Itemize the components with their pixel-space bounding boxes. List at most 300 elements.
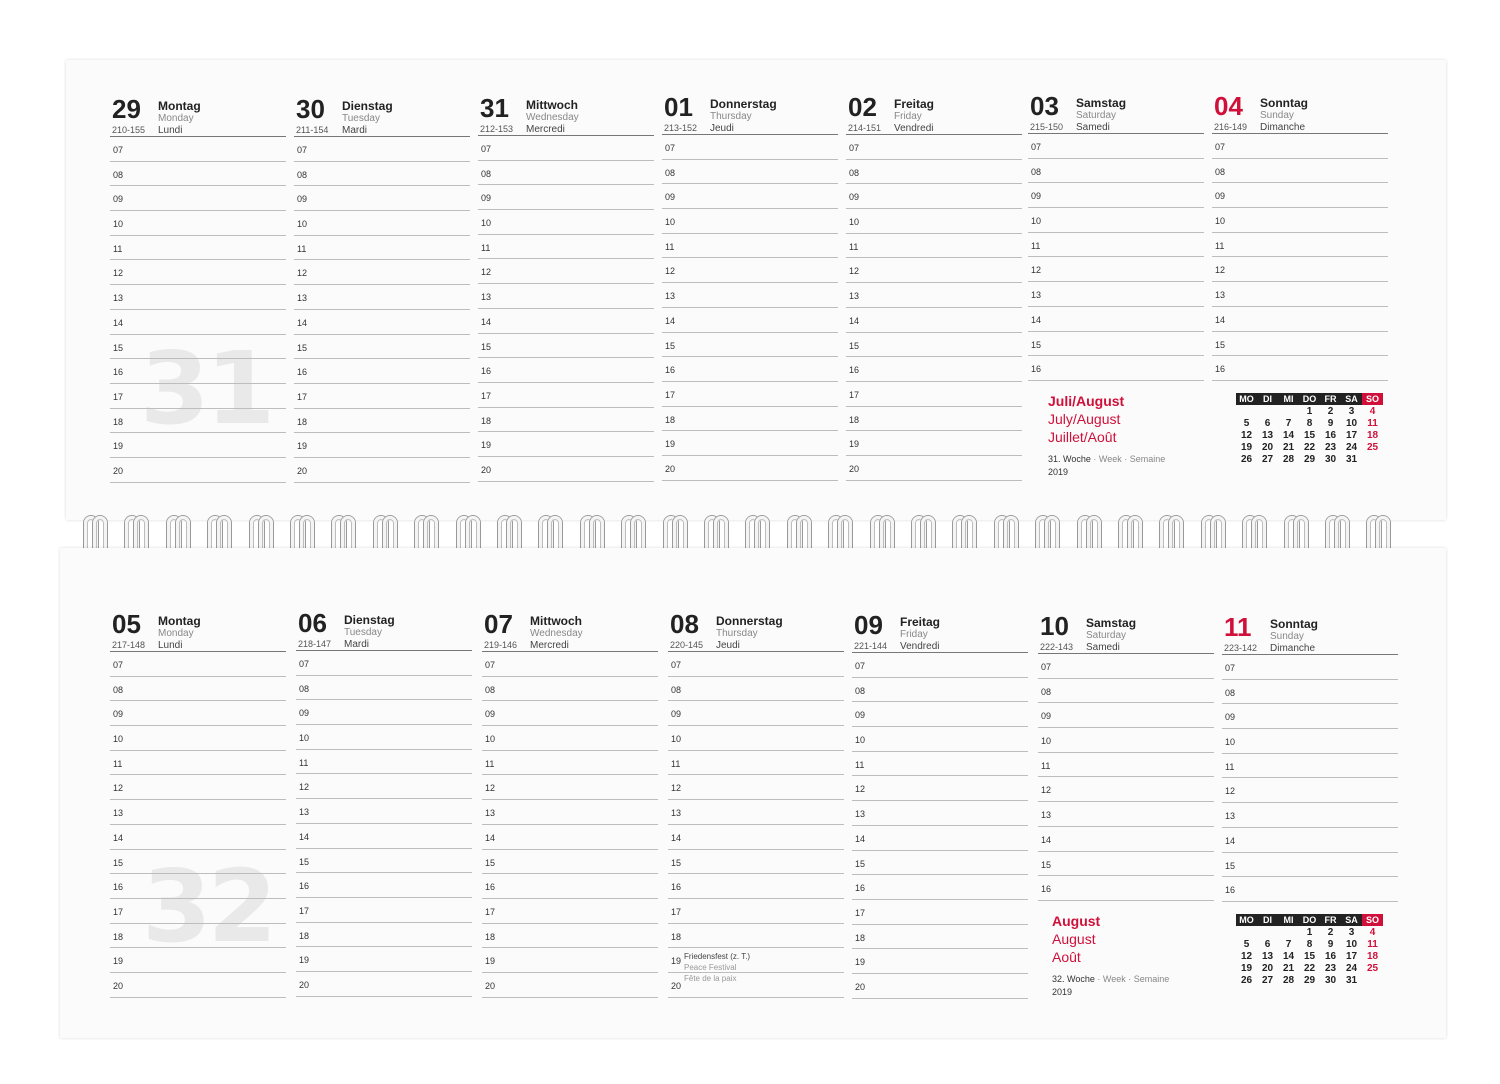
hour-row[interactable] <box>296 725 472 750</box>
hour-row[interactable] <box>846 283 1022 308</box>
hour-row[interactable] <box>1212 307 1388 332</box>
hour-label: 16 <box>855 883 866 894</box>
hour-label: 15 <box>665 340 676 351</box>
day-number: 10 <box>1040 611 1069 641</box>
hour-label: 11 <box>849 241 859 252</box>
day-number: 02 <box>848 92 877 122</box>
hour-row[interactable] <box>1038 728 1214 753</box>
hour-row[interactable] <box>852 974 1028 999</box>
hour-row[interactable] <box>846 308 1022 333</box>
hour-label: 07 <box>1225 663 1236 673</box>
hour-row[interactable] <box>294 335 470 360</box>
hour-label: 15 <box>1225 860 1236 871</box>
month-info <box>1052 912 1169 997</box>
hour-row[interactable] <box>478 358 654 383</box>
hour-row[interactable] <box>1212 332 1388 357</box>
hour-row[interactable] <box>478 185 654 210</box>
day-header <box>1212 85 1388 134</box>
hour-row[interactable] <box>478 259 654 284</box>
hour-row[interactable] <box>478 235 654 260</box>
hour-row[interactable] <box>110 800 286 825</box>
hour-row[interactable] <box>1038 777 1214 802</box>
hour-row[interactable] <box>668 825 844 850</box>
hour-label: 16 <box>297 367 308 378</box>
hour-row[interactable] <box>110 236 286 261</box>
hour-row[interactable] <box>110 335 286 360</box>
weekday-header: FR <box>1320 914 1341 926</box>
day-header <box>478 87 654 136</box>
hour-row[interactable] <box>852 702 1028 727</box>
hour-row[interactable] <box>1028 134 1204 159</box>
hour-row[interactable] <box>294 384 470 409</box>
holiday-name-german: Friedensfest (z. T.) <box>684 952 751 962</box>
hour-row[interactable] <box>478 432 654 457</box>
hour-row[interactable] <box>846 184 1022 209</box>
day-header <box>1028 85 1204 134</box>
hour-label: 17 <box>665 389 676 400</box>
calendar-date: 27 <box>1261 453 1274 465</box>
hour-label: 20 <box>481 464 492 475</box>
hour-row[interactable] <box>482 701 658 726</box>
calendar-date: 14 <box>1282 950 1295 962</box>
day-header <box>852 604 1028 653</box>
hour-row[interactable] <box>668 677 844 702</box>
hour-row[interactable] <box>110 458 286 483</box>
hour-label: 16 <box>113 882 124 893</box>
hour-row[interactable] <box>478 334 654 359</box>
hour-label: 09 <box>665 192 676 203</box>
hour-row[interactable] <box>294 260 470 285</box>
hour-label: 14 <box>297 317 308 328</box>
week-label-english: Week <box>1102 974 1126 984</box>
hour-row[interactable] <box>1212 257 1388 282</box>
hour-row[interactable] <box>852 851 1028 876</box>
calendar-date: 12 <box>1240 950 1253 962</box>
hour-row[interactable] <box>662 135 838 160</box>
day-name-german: Freitag <box>894 97 935 111</box>
hour-row[interactable] <box>846 431 1022 456</box>
hour-row[interactable] <box>668 924 844 949</box>
hour-row[interactable] <box>852 727 1028 752</box>
hour-row[interactable] <box>294 137 470 162</box>
day-name-english: Saturday <box>1076 110 1117 121</box>
day-name-german: Montag <box>158 614 201 628</box>
hour-row[interactable] <box>110 874 286 899</box>
month-name-english: August <box>1052 931 1096 947</box>
hour-row[interactable] <box>1028 257 1204 282</box>
hour-row[interactable] <box>846 258 1022 283</box>
hour-row[interactable] <box>482 899 658 924</box>
week-label <box>1052 974 1169 984</box>
hour-label: 11 <box>299 757 309 768</box>
hour-label: 17 <box>671 906 682 917</box>
hour-label: 11 <box>671 758 681 769</box>
hour-row[interactable] <box>1212 356 1388 381</box>
hour-row[interactable] <box>296 700 472 725</box>
hour-row[interactable] <box>662 456 838 481</box>
hour-row[interactable] <box>1028 208 1204 233</box>
hour-row[interactable] <box>852 678 1028 703</box>
hour-row[interactable] <box>1038 703 1214 728</box>
hour-row[interactable] <box>668 775 844 800</box>
hour-row[interactable] <box>1028 233 1204 258</box>
hour-label: 13 <box>485 808 496 819</box>
hour-row[interactable] <box>668 874 844 899</box>
calendar-date: 28 <box>1282 453 1295 465</box>
hour-row[interactable] <box>852 900 1028 925</box>
hour-row[interactable] <box>1222 680 1398 705</box>
hour-row[interactable] <box>852 776 1028 801</box>
hour-row[interactable] <box>1038 654 1214 679</box>
hour-row[interactable] <box>1028 332 1204 357</box>
hour-row[interactable] <box>1038 753 1214 778</box>
calendar-date: 20 <box>1261 962 1274 974</box>
hour-label: 12 <box>113 783 124 794</box>
hour-label: 09 <box>299 708 310 719</box>
hour-row[interactable] <box>294 458 470 483</box>
hour-row[interactable] <box>668 850 844 875</box>
hour-row[interactable] <box>1222 729 1398 754</box>
day-name-german: Sonntag <box>1260 96 1308 110</box>
hour-row[interactable] <box>846 333 1022 358</box>
hour-label: 14 <box>1031 314 1042 325</box>
hour-row[interactable] <box>662 234 838 259</box>
hour-row[interactable] <box>1038 827 1214 852</box>
hour-row[interactable] <box>482 677 658 702</box>
day-column <box>296 602 472 997</box>
hour-label: 16 <box>485 882 496 893</box>
hour-row[interactable] <box>110 726 286 751</box>
hour-row[interactable] <box>1028 183 1204 208</box>
hour-label: 17 <box>849 389 860 400</box>
hour-row[interactable] <box>1038 852 1214 877</box>
hour-row[interactable] <box>110 751 286 776</box>
hour-row[interactable] <box>846 407 1022 432</box>
month-name-french: Juillet/Août <box>1048 429 1117 445</box>
hour-row[interactable] <box>110 948 286 973</box>
hour-row[interactable] <box>110 701 286 726</box>
hour-row[interactable] <box>482 948 658 973</box>
calendar-date: 4 <box>1369 926 1376 938</box>
day-column <box>294 88 470 483</box>
hour-label: 18 <box>297 416 308 427</box>
hour-row[interactable] <box>296 799 472 824</box>
hour-row[interactable] <box>110 825 286 850</box>
day-name-french: Lundi <box>158 125 183 136</box>
calendar-date: 23 <box>1324 441 1337 453</box>
day-of-year-code: 222-143 <box>1040 642 1074 652</box>
hour-row[interactable] <box>482 825 658 850</box>
hour-row[interactable] <box>482 850 658 875</box>
hour-label: 08 <box>481 168 492 179</box>
hour-row[interactable] <box>852 653 1028 678</box>
hour-row[interactable] <box>296 972 472 997</box>
hour-label: 12 <box>299 782 310 793</box>
hour-row[interactable] <box>110 924 286 949</box>
hour-row[interactable] <box>662 283 838 308</box>
hour-row[interactable] <box>1212 233 1388 258</box>
hour-row[interactable] <box>478 309 654 334</box>
day-name-english: Friday <box>894 111 922 122</box>
hour-row[interactable] <box>296 849 472 874</box>
hour-row[interactable] <box>478 383 654 408</box>
day-name-english: Sunday <box>1270 631 1304 642</box>
calendar-date <box>1257 405 1278 417</box>
hour-row[interactable] <box>294 409 470 434</box>
hour-row[interactable] <box>668 973 844 998</box>
hour-label: 08 <box>665 167 676 178</box>
day-header <box>662 86 838 135</box>
hour-row[interactable] <box>662 184 838 209</box>
hour-row[interactable] <box>668 701 844 726</box>
hour-row[interactable] <box>1212 134 1388 159</box>
hour-row[interactable] <box>482 973 658 998</box>
hour-row[interactable] <box>662 333 838 358</box>
hour-row[interactable] <box>110 384 286 409</box>
hour-row[interactable] <box>296 873 472 898</box>
hour-label: 13 <box>665 291 676 302</box>
hour-label: 19 <box>113 441 124 452</box>
calendar-date: 28 <box>1282 974 1295 986</box>
hour-label: 15 <box>299 856 310 867</box>
calendar-date: 16 <box>1324 429 1337 441</box>
hour-row[interactable] <box>1212 208 1388 233</box>
day-number: 07 <box>484 609 513 639</box>
day-name-french: Mercredi <box>530 640 569 651</box>
hour-row[interactable] <box>478 161 654 186</box>
calendar-date: 16 <box>1324 950 1337 962</box>
hour-label: 10 <box>299 733 310 744</box>
hour-row[interactable] <box>482 924 658 949</box>
day-name-german: Dienstag <box>344 613 395 627</box>
hour-row[interactable] <box>662 160 838 185</box>
hour-row[interactable] <box>110 211 286 236</box>
hour-row[interactable] <box>662 382 838 407</box>
hour-row[interactable] <box>668 726 844 751</box>
hour-label: 08 <box>297 169 308 180</box>
hour-row[interactable] <box>1222 877 1398 902</box>
day-name-german: Freitag <box>900 615 941 629</box>
hour-label: 07 <box>113 660 124 670</box>
hour-row[interactable] <box>296 947 472 972</box>
hour-row[interactable] <box>1028 159 1204 184</box>
hour-row[interactable] <box>110 285 286 310</box>
hour-row[interactable] <box>296 676 472 701</box>
hour-label: 13 <box>1215 290 1226 301</box>
hour-row[interactable] <box>296 824 472 849</box>
hour-label: 12 <box>665 266 676 277</box>
hour-row[interactable] <box>1038 876 1214 901</box>
hour-row[interactable] <box>294 162 470 187</box>
hour-row[interactable] <box>1028 356 1204 381</box>
hour-label: 10 <box>113 219 124 230</box>
hour-row[interactable] <box>1028 282 1204 307</box>
hour-row[interactable] <box>110 137 286 162</box>
hour-row[interactable] <box>482 751 658 776</box>
day-number: 05 <box>112 609 141 639</box>
hour-row[interactable] <box>478 210 654 235</box>
hour-label: 12 <box>113 268 124 279</box>
hour-row[interactable] <box>478 284 654 309</box>
hour-row[interactable] <box>846 357 1022 382</box>
hour-row[interactable] <box>294 433 470 458</box>
hour-row[interactable] <box>1038 802 1214 827</box>
hour-label: 16 <box>1225 885 1236 896</box>
day-of-year-code: 211-154 <box>296 125 329 135</box>
hour-row[interactable] <box>852 949 1028 974</box>
hour-row[interactable] <box>852 752 1028 777</box>
hour-label: 13 <box>113 808 124 819</box>
hour-row[interactable] <box>1222 778 1398 803</box>
hour-row[interactable] <box>478 408 654 433</box>
week-label-german: 32. Woche <box>1052 974 1095 984</box>
hour-row[interactable] <box>668 751 844 776</box>
hour-row[interactable] <box>1222 803 1398 828</box>
hour-label: 20 <box>299 979 310 990</box>
hour-row[interactable] <box>110 850 286 875</box>
hour-label: 13 <box>299 807 310 818</box>
hour-row[interactable] <box>482 874 658 899</box>
hour-row[interactable] <box>1028 307 1204 332</box>
hour-row[interactable] <box>846 209 1022 234</box>
hour-row[interactable] <box>662 258 838 283</box>
weekday-header: DI <box>1257 914 1278 926</box>
hour-label: 08 <box>299 683 310 694</box>
month-info <box>1048 392 1165 477</box>
hour-row[interactable] <box>110 433 286 458</box>
hour-row[interactable] <box>482 652 658 677</box>
hour-label: 15 <box>113 342 124 353</box>
hour-row[interactable] <box>662 209 838 234</box>
hour-row[interactable] <box>110 359 286 384</box>
hour-row[interactable] <box>852 875 1028 900</box>
hour-row[interactable] <box>668 899 844 924</box>
hour-row[interactable] <box>110 260 286 285</box>
hour-label: 13 <box>849 291 860 302</box>
hour-label: 15 <box>113 857 124 868</box>
hour-row[interactable] <box>1222 828 1398 853</box>
hour-row[interactable] <box>482 800 658 825</box>
hour-row[interactable] <box>1222 655 1398 680</box>
hour-row[interactable] <box>294 310 470 335</box>
hour-row[interactable] <box>294 236 470 261</box>
hour-row[interactable] <box>1038 679 1214 704</box>
day-name-french: Mardi <box>344 639 370 650</box>
day-number: 01 <box>664 92 693 122</box>
hour-row[interactable] <box>852 826 1028 851</box>
hour-label: 11 <box>1215 240 1225 251</box>
hour-row[interactable] <box>662 308 838 333</box>
hour-row[interactable] <box>296 898 472 923</box>
hour-row[interactable] <box>482 726 658 751</box>
hour-row[interactable] <box>478 136 654 161</box>
separator: · <box>1121 454 1130 464</box>
hour-row[interactable] <box>1212 183 1388 208</box>
hour-label: 13 <box>481 292 492 303</box>
hour-row[interactable] <box>1222 754 1398 779</box>
hour-label: 10 <box>485 734 496 745</box>
hour-label: 09 <box>1041 711 1052 722</box>
hour-row[interactable] <box>110 899 286 924</box>
calendar-date: 10 <box>1345 417 1358 429</box>
hour-label: 18 <box>665 414 676 425</box>
calendar-date: 18 <box>1366 429 1379 441</box>
hour-row[interactable] <box>1222 704 1398 729</box>
month-name-german: Juli/August <box>1048 393 1125 409</box>
hour-label: 12 <box>481 267 492 278</box>
day-header <box>1038 605 1214 654</box>
hour-row[interactable] <box>846 135 1022 160</box>
day-name-german: Montag <box>158 99 201 113</box>
day-of-year-code: 216-149 <box>1214 122 1248 132</box>
hour-row[interactable] <box>668 948 844 984</box>
hour-row[interactable] <box>478 457 654 482</box>
hour-row[interactable] <box>110 652 286 677</box>
hour-label: 19 <box>671 956 682 967</box>
hour-row[interactable] <box>296 750 472 775</box>
calendar-date: 3 <box>1348 926 1355 938</box>
hour-row[interactable] <box>110 186 286 211</box>
hour-row[interactable] <box>294 186 470 211</box>
hour-row[interactable] <box>110 973 286 998</box>
calendar-date: 1 <box>1306 405 1313 417</box>
hour-row[interactable] <box>846 456 1022 481</box>
hour-row[interactable] <box>294 211 470 236</box>
day-column <box>1038 605 1214 901</box>
hour-row[interactable] <box>846 234 1022 259</box>
hour-label: 09 <box>113 194 124 205</box>
hour-row[interactable] <box>482 775 658 800</box>
hour-row[interactable] <box>846 382 1022 407</box>
hour-row[interactable] <box>110 162 286 187</box>
hour-label: 20 <box>671 980 682 991</box>
hour-row[interactable] <box>110 775 286 800</box>
hour-row[interactable] <box>668 800 844 825</box>
hour-label: 10 <box>481 218 492 229</box>
hour-row[interactable] <box>1212 159 1388 184</box>
hour-label: 08 <box>1041 686 1052 697</box>
hour-row[interactable] <box>668 652 844 677</box>
hour-row[interactable] <box>852 801 1028 826</box>
hour-label: 18 <box>855 932 866 943</box>
hour-row[interactable] <box>1222 853 1398 878</box>
hour-row[interactable] <box>1212 282 1388 307</box>
hour-row[interactable] <box>110 677 286 702</box>
hour-row[interactable] <box>662 357 838 382</box>
hour-row[interactable] <box>296 923 472 948</box>
hour-label: 08 <box>849 167 860 178</box>
hour-row[interactable] <box>296 651 472 676</box>
hour-label: 11 <box>1041 760 1051 771</box>
hour-row[interactable] <box>110 310 286 335</box>
calendar-date: 11 <box>1367 938 1378 950</box>
hour-row[interactable] <box>294 285 470 310</box>
hour-label: 19 <box>297 441 308 452</box>
day-header <box>668 603 844 652</box>
calendar-date: 31 <box>1345 453 1358 465</box>
hour-row[interactable] <box>296 774 472 799</box>
hour-row[interactable] <box>846 160 1022 185</box>
hour-row[interactable] <box>110 409 286 434</box>
day-column <box>668 603 844 998</box>
day-name-english: Friday <box>900 629 928 640</box>
hour-row[interactable] <box>662 431 838 456</box>
hour-label: 09 <box>485 709 496 720</box>
hour-row[interactable] <box>662 407 838 432</box>
calendar-date: 7 <box>1285 417 1292 429</box>
hour-row[interactable] <box>852 925 1028 950</box>
hour-row[interactable] <box>294 359 470 384</box>
